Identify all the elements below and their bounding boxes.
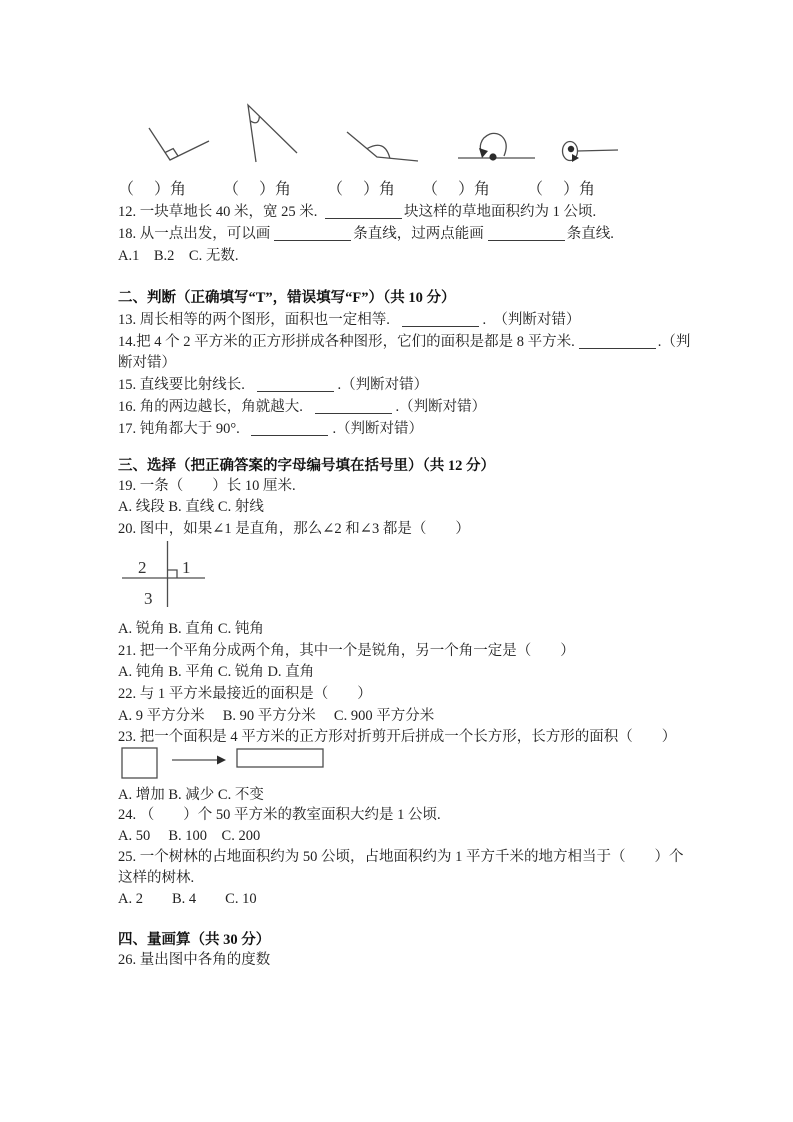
question-25: 25. 一个树林的占地面积约为 50 公顷，占地面积约为 1 平方千米的地方相当于（ ）个 [118,849,684,865]
question-18-post: 条直线. [566,226,614,242]
question-18-pre: 18. 从一点出发，可以画 [118,226,271,242]
question-14 [118,333,690,352]
angle-label-1: 1 [182,558,191,577]
answer-blank [257,378,334,392]
question-13-post: . （判断对错） [482,312,581,328]
question-25-options: A. 2 B. 4 C. 10 [118,891,257,907]
square-shape [122,748,157,778]
answer-blank [315,400,392,414]
question-17-pre: 17. 钝角都大于 90°. [118,421,244,437]
question-12-post: 块这样的草地面积约为 1 公顷. [404,204,597,220]
question-19: 19. 一条（ ）长 10 厘米. [118,478,296,494]
answer-blank [251,422,328,436]
angle-answer-blank-3: （ ）角 [327,181,396,198]
question-15 [118,376,428,395]
question-16-pre: 16. 角的两边越长，角就越大. [118,399,307,415]
straight-angle-figure [458,133,535,160]
question-21-options: A. 钝角 B. 平角 C. 锐角 D. 直角 [118,664,315,680]
question-15-pre: 15. 直线要比射线长. [118,377,249,393]
question-14-pre: 14.把 4 个 2 平方米的正方形拼成各种图形，它们的面积是都是 8 平方米. [118,334,575,350]
question-23-figure [100,744,340,784]
right-angle-mark [168,570,178,578]
question-13 [118,311,580,330]
obtuse-angle-figure [347,132,418,161]
question-15-post: .（判断对错） [337,377,429,393]
question-14-post: .（判 [657,334,691,350]
question-18 [118,225,614,244]
question-24: 24. （ ）个 50 平方米的教室面积大约是 1 公顷. [118,807,441,823]
question-22-options: A. 9 平方分米 B. 90 平方分米 C. 900 平方分米 [118,708,435,724]
acute-angle-figure [248,105,297,162]
arrow-icon [217,756,226,765]
question-21: 21. 把一个平角分成两个角，其中一个是锐角，另一个角一定是（ ） [118,643,575,659]
question-18-mid: 条直线，过两点能画 [353,226,484,242]
question-25-wrap: 这样的树林. [118,870,195,886]
question-18-options: A.1 B.2 C. 无数. [118,248,239,264]
question-12 [118,203,596,222]
right-angle-figure [149,128,209,160]
angle-answer-blank-2: （ ）角 [223,181,292,198]
question-22: 22. 与 1 平方米最接近的面积是（ ） [118,686,372,702]
angle-answer-blank-1: （ ）角 [118,181,187,198]
answer-blank [325,205,402,219]
section-judge-header: 二、判断（正确填写“T”，错误填写“F”）（共 10 分） [118,290,456,306]
question-13-pre: 13. 周长相等的两个图形，面积也一定相等. [118,312,394,328]
question-19-options: A. 线段 B. 直线 C. 射线 [118,499,264,515]
full-angle-figure [563,142,619,163]
angle-label-2: 2 [138,558,147,577]
angle-type-figures [100,88,660,176]
question-24-options: A. 50 B. 100 C. 200 [118,828,261,844]
question-17-post: .（判断对错） [332,421,424,437]
answer-blank [402,313,479,327]
question-17 [118,420,423,439]
answer-blank [274,227,351,241]
question-20: 20. 图中，如果∠1 是直角，那么∠2 和∠3 都是（ ） [118,521,470,537]
angle-label-3: 3 [144,589,153,608]
question-23: 23. 把一个面积是 4 平方米的正方形对折剪开后拼成一个长方形，长方形的面积（ ） [118,729,677,745]
question-20-options: A. 锐角 B. 直角 C. 钝角 [118,621,264,637]
section-choice-header: 三、选择（把正确答案的字母编号填在括号里）（共 12 分） [118,458,495,474]
question-14-wrap: 断对错） [118,355,176,371]
rectangle-shape [237,749,323,767]
angle-answer-blank-5: （ ）角 [527,181,596,198]
question-12-pre: 12. 一块草地长 40 米，宽 25 米. [118,204,321,220]
answer-blank [488,227,565,241]
question-16-post: .（判断对错） [395,399,487,415]
question-20-figure [100,538,270,620]
question-16 [118,398,486,417]
answer-blank [579,335,656,349]
section-measure-header: 四、量画算（共 30 分） [118,932,271,948]
angle-answer-blank-4: （ ）角 [422,181,491,198]
question-26: 26. 量出图中各角的度数 [118,952,271,968]
question-23-options: A. 增加 B. 减少 C. 不变 [118,787,264,803]
